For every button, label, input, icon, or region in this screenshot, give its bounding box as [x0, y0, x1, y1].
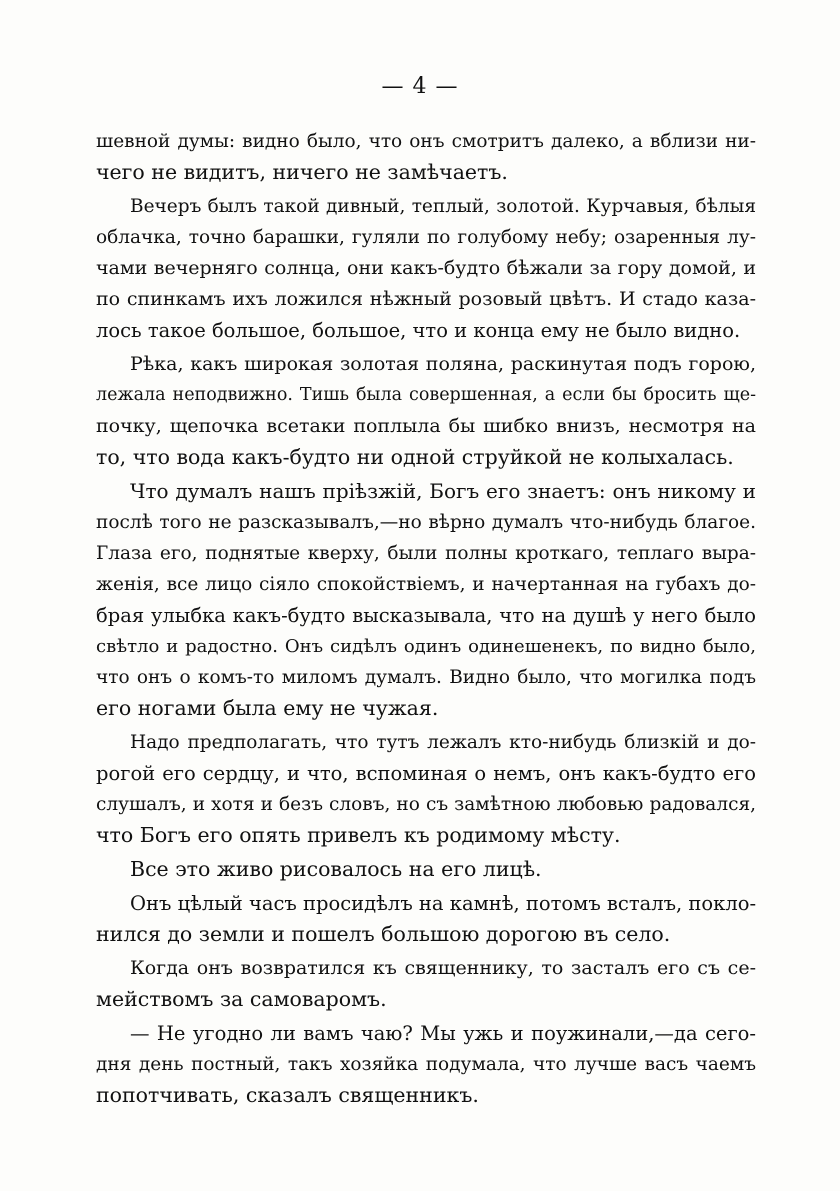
- text-line: — Не угодно ли вамъ чаю? Мы ужь и поужинали,—да сего-: [130, 1022, 756, 1045]
- text-line: что онъ о комъ-то миломъ думалъ. Видно было, что могилка подъ: [96, 667, 756, 688]
- text-line: брая улыбка какъ-будто высказывала, что на душѣ у него было: [96, 604, 756, 627]
- text-line: Когда онъ возвратился къ священнику, то засталъ его съ се-: [130, 957, 756, 979]
- text-line: дня день постный, такъ хозяйка подумала, что лучше васъ чаемъ: [96, 1054, 756, 1075]
- text-line: по спинкамъ ихъ ложился нѣжный розовый цвѣтъ. И стадо каза-: [96, 288, 756, 310]
- text-line: его ногами была ему не чужая.: [96, 696, 439, 720]
- paragraph: [96, 1018, 756, 1111]
- text-line: Надо предполагать, что тутъ лежалъ кто-нибудь близкій и до-: [130, 732, 756, 753]
- text-line: облачка, точно барашки, гуляли по голубому небу; озаренныя лу-: [96, 227, 756, 248]
- text-line: что Богъ его опять привелъ къ родимому мѣсту.: [96, 823, 621, 847]
- text-line: чами вечерняго солнца, они какъ-будто бѣжали за гору домой, и: [96, 257, 756, 279]
- text-line: шевной думы: видно было, что онъ смотритъ далеко, а вблизи ни-: [96, 131, 756, 152]
- text-line: Онъ цѣлый часъ просидѣлъ на камнѣ, потомъ всталъ, покло-: [130, 892, 757, 915]
- paragraph: [96, 953, 756, 1015]
- text-line: мействомъ за самоваромъ.: [96, 987, 387, 1011]
- paragraph: [96, 476, 756, 724]
- text-line: Рѣка, какъ широкая золотая поляна, раскинутая подъ горою,: [130, 353, 756, 375]
- text-line: рогой его сердцу, и что, вспоминая о немъ, онъ какъ-будто его: [96, 762, 756, 785]
- page-number: — 4 —: [381, 74, 459, 99]
- text-line: лежала неподвижно. Тишь была совершенная, а если бы бросить ще-: [96, 385, 756, 405]
- paragraph: [96, 191, 756, 346]
- text-line: то, что вода какъ-будто ни одной струйкой не колыхалась.: [96, 445, 734, 469]
- paragraph: [96, 854, 756, 885]
- paragraph: [96, 349, 756, 473]
- text-line: свѣтло и радостно. Онъ сидѣлъ одинъ одинешенекъ, по видно было,: [96, 636, 756, 657]
- text-line: Глаза его, поднятые кверху, были полны кроткаго, теплаго выра-: [96, 543, 756, 564]
- text-line: чего не видитъ, ничего не замѣчаетъ.: [96, 160, 508, 184]
- text-line: нился до земли и пошелъ большою дорогою въ село.: [96, 922, 671, 946]
- text-line: лось такое большое, большое, что и конца ему не было видно.: [96, 319, 741, 342]
- body-text: [96, 126, 756, 1111]
- paragraph: [96, 888, 756, 950]
- text-line: Все это живо рисовалось на его лицѣ.: [130, 857, 542, 881]
- paragraph: [96, 727, 756, 851]
- text-line: Вечеръ былъ такой дивный, теплый, золотой. Курчавыя, бѣлыя: [130, 196, 756, 217]
- text-line: попотчивать, сказалъ священникъ.: [96, 1083, 479, 1107]
- text-line: послѣ того не разсказывалъ,—но вѣрно думалъ что-нибудь благое.: [96, 512, 756, 533]
- text-line: Что думалъ нашъ пріѣзжій, Богъ его знаетъ: онъ никому и: [130, 479, 756, 503]
- text-line: слушалъ, и хотя и безъ словъ, но съ замѣтною любовью радовался,: [96, 794, 756, 815]
- text-line: женія, все лицо сіяло спокойствіемъ, и начертанная на губахъ до-: [96, 574, 756, 595]
- text-line: почку, щепочка всетаки поплыла бы шибко внизъ, несмотря на: [96, 415, 756, 437]
- paragraph: [96, 126, 756, 188]
